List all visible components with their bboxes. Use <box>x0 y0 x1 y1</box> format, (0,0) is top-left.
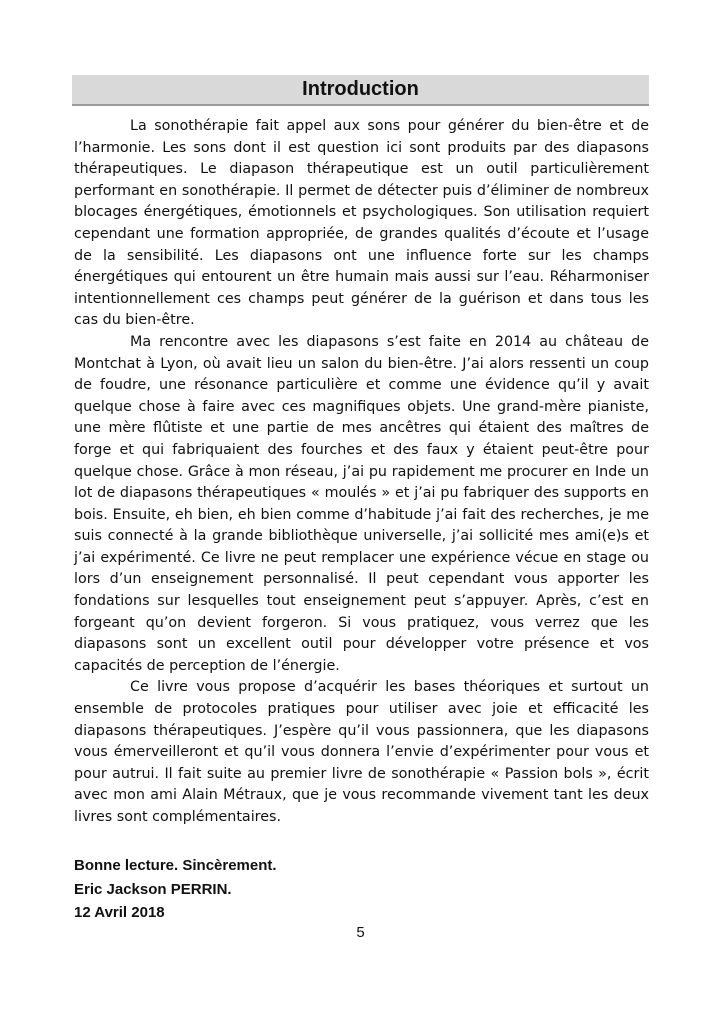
signature-date: 12 Avril 2018 <box>74 904 165 921</box>
paragraph-2: Ma rencontre avec les diapasons s’est faite en 2014 au château de Montchat à Lyon, où avait lieu un salon du bien-être. J’ai alors ressenti un coup de foudre, une résonance particulière et comme une évidence qu’il y avait quelque chose à faire avec ces magnifiques objets. Une grand-mère pianiste, une mère flûtiste et une partie de mes ancêtres qui étaient des maîtres de forge et qui fabriquaient des fourches et des faux y étaient peut-être pour quelque chose. Grâce à mon réseau, j’ai pu rapidement me procurer en Inde un lot de diapasons thérapeutiques « moulés » et j’ai pu fabriquer des supports en bois. Ensuite, eh bien, eh bien comme d’habitude j’ai fait des recherches, je me suis connecté à la grande bibliothèque universelle, j’ai sollicité mes ami(e)s et j’ai expérimenté. Ce livre ne peut remplacer une expérience vécue en stage ou lors d’un enseignement personnalisé. Il peut cependant vous apporter les fondations sur lesquelles tout enseignement peut s’appuyer. Après, c’est en forgeant qu’on devient forgeron. Si vous pratiquez, vous verrez que les diapasons sont un excellent outil pour développer votre présence et vos capacités de perception de l’énergie. <box>74 333 649 674</box>
page-number: 5 <box>356 924 365 941</box>
body-text <box>74 116 649 829</box>
paragraph-3: Ce livre vous propose d’acquérir les bases théoriques et surtout un ensemble de protocoles pratiques pour utiliser avec joie et efficacité les diapasons thérapeutiques. J’espère qu’il vous passionnera, que les diapasons vous émerveilleront et qu’il vous donnera l’envie d’expérimenter pour vous et pour autrui. Il fait suite au premier livre de sonothérapie « Passion bols », écrit avec mon ami Alain Métraux, que je vous recommande vivement tant les deux livres sont complémentaires. <box>74 679 649 825</box>
author-name: Eric Jackson PERRIN. <box>74 880 232 898</box>
closing-line: Bonne lecture. Sincèrement. <box>74 857 277 874</box>
paragraph-1: La sonothérapie fait appel aux sons pour générer du bien-être et de l’harmonie. Les sons dont il est question ici sont produits par des diapasons thérapeutiques. Le diapason thérapeutique est un outil particulièrement performant en sonothérapie. Il permet de détecter puis d’éliminer de nombreux blocages énergétiques, émotionnels et psychologiques. Son utilisation requiert cependant une formation appropriée, de grandes qualités d’écoute et l’usage de la sensibilité. Les diapasons ont une influence forte sur les champs énergétiques qui entourent un être humain mais aussi sur l’eau. Réharmoniser intentionnellement ces champs peut générer de la guérison et dans tous les cas du bien-être. <box>74 118 649 329</box>
page-title: Introduction <box>302 78 419 100</box>
title-bar <box>72 75 649 106</box>
signature-block <box>74 854 277 925</box>
